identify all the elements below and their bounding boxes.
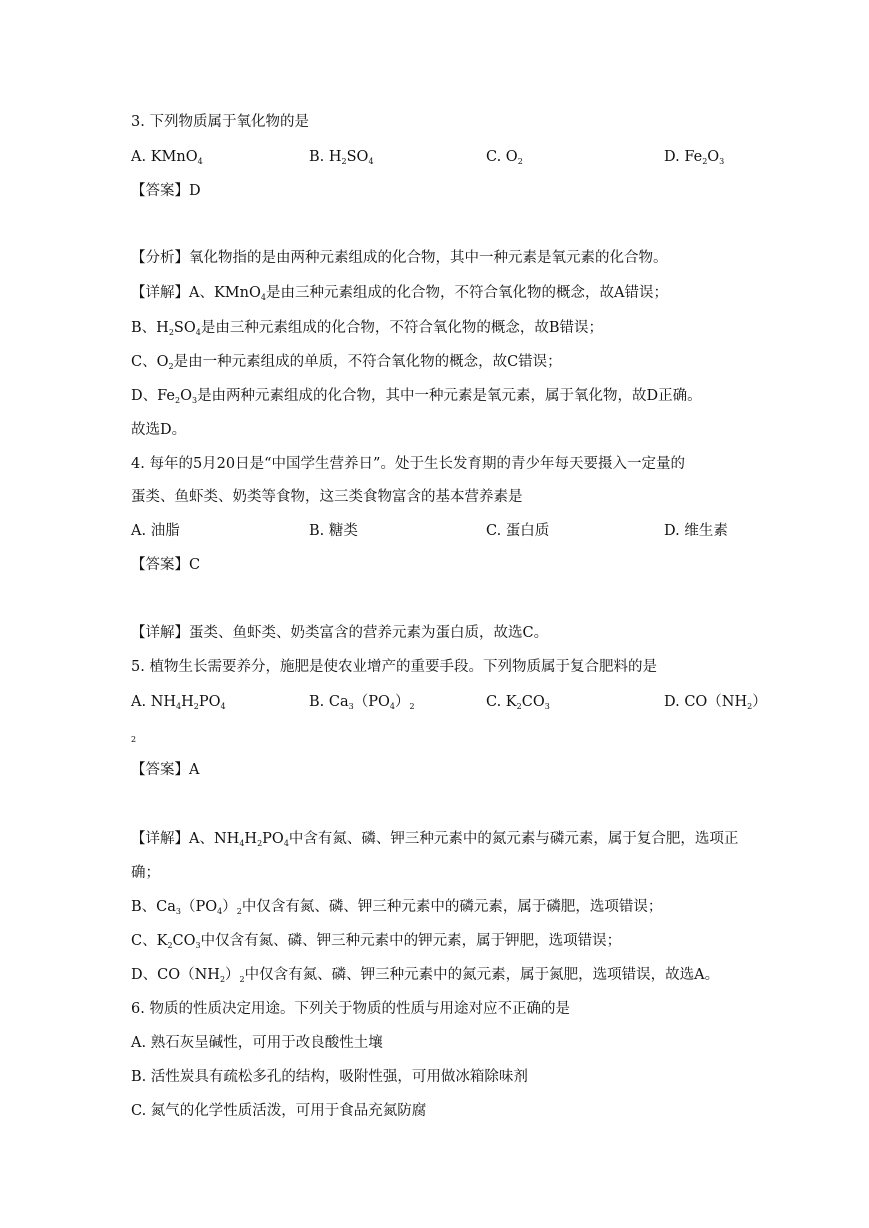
question-4-stem-line2: 蛋类、鱼虾类、奶类等食物，这三类食物富含的基本营养素是 [131,489,523,505]
q6-option-a: A. 熟石灰呈碱性，可用于改良酸性土壤 [131,1035,383,1051]
q3-detail-c: C、$O_2$是由一种元素组成的单质，不符合氧化物的概念，故C错误； [131,354,562,371]
question-6-stem: 6. 物质的性质决定用途。下列关于物质的性质与用途对应不正确的是 [131,1001,570,1017]
q3-detail-d: D、$Fe_2O_3$是由两种元素组成的化合物，其中一种元素是氧元素，属于氧化物，故D正确。 [131,388,702,405]
q3-option-d: D. $Fe_2O_3$ [664,149,725,166]
q5-option-d-wrapped-subscript: 2 [131,735,137,744]
q6-option-c: C. 氮气的化学性质活泼，可用于食品充氮防腐 [131,1103,427,1119]
q4-option-a: A. 油脂 [131,523,180,539]
q3-answer: 【答案】D [131,183,201,199]
q4-option-b: B. 糖类 [309,523,358,539]
q4-answer: 【答案】C [131,557,201,573]
q3-detail-a: 【详解】A、KMnO$_4$是由三种元素组成的化合物，不符合氧化物的概念，故A错误； [131,285,668,302]
q5-detail-b: B、$Ca_3(PO_4)_2$中仅含有氮、磷、钾三种元素中的磷元素，属于磷肥，选项错误； [131,899,663,916]
q6-option-b: B. 活性炭具有疏松多孔的结构，吸附性强，可用做冰箱除味剂 [131,1069,528,1085]
q3-option-a: A. KMnO$_4$ [131,149,203,166]
q3-option-c: C. $O_2$ [486,149,523,166]
q5-detail-a: 【详解】A、$NH_4H_2PO_4$中含有氮、磷、钾三种元素中的氮元素与磷元素，属于复合肥，选项正 [131,831,739,848]
q4-detail: 【详解】蛋类、鱼虾类、奶类富含的营养元素为蛋白质，故选C。 [131,625,549,641]
q5-option-d: D. $CO(NH_2)$ [664,694,767,711]
question-4-stem-line1: 4. 每年的5月20日是“中国学生营养日”。处于生长发育期的青少年每天要摄入一定量的 [131,456,685,472]
q3-conclusion: 故选D。 [131,422,187,438]
q5-option-a: A. $NH_4H_2PO_4$ [131,694,226,711]
q5-option-b: B. $Ca_3(PO_4)_2$ [309,694,415,711]
question-3-stem: 3. 下列物质属于氧化物的是 [131,114,309,130]
q5-detail-d: D、$CO(NH_2)_2$中仅含有氮、磷、钾三种元素中的氮元素，属于氮肥，选项错误，故选A。 [131,967,720,984]
question-5-stem: 5. 植物生长需要养分，施肥是使农业增产的重要手段。下列物质属于复合肥料的是 [131,659,657,675]
q3-detail-b: B、$H_2SO_4$是由三种元素组成的化合物，不符合氧化物的概念，故B错误； [131,320,603,337]
q3-analysis: 【分析】氧化物指的是由两种元素组成的化合物，其中一种元素是氧元素的化合物。 [131,250,668,266]
q5-detail-c: C、$K_2CO_3$中仅含有氮、磷、钾三种元素中的钾元素，属于钾肥，选项错误； [131,933,622,950]
q4-option-c: C. 蛋白质 [486,523,550,539]
q5-answer: 【答案】A [131,762,200,778]
q5-option-c: C. $K_2CO_3$ [486,694,550,711]
q3-option-b: B. $H_2SO_4$ [309,149,374,166]
q5-detail-a-wrap: 确； [131,865,160,881]
q4-option-d: D. 维生素 [664,523,728,539]
